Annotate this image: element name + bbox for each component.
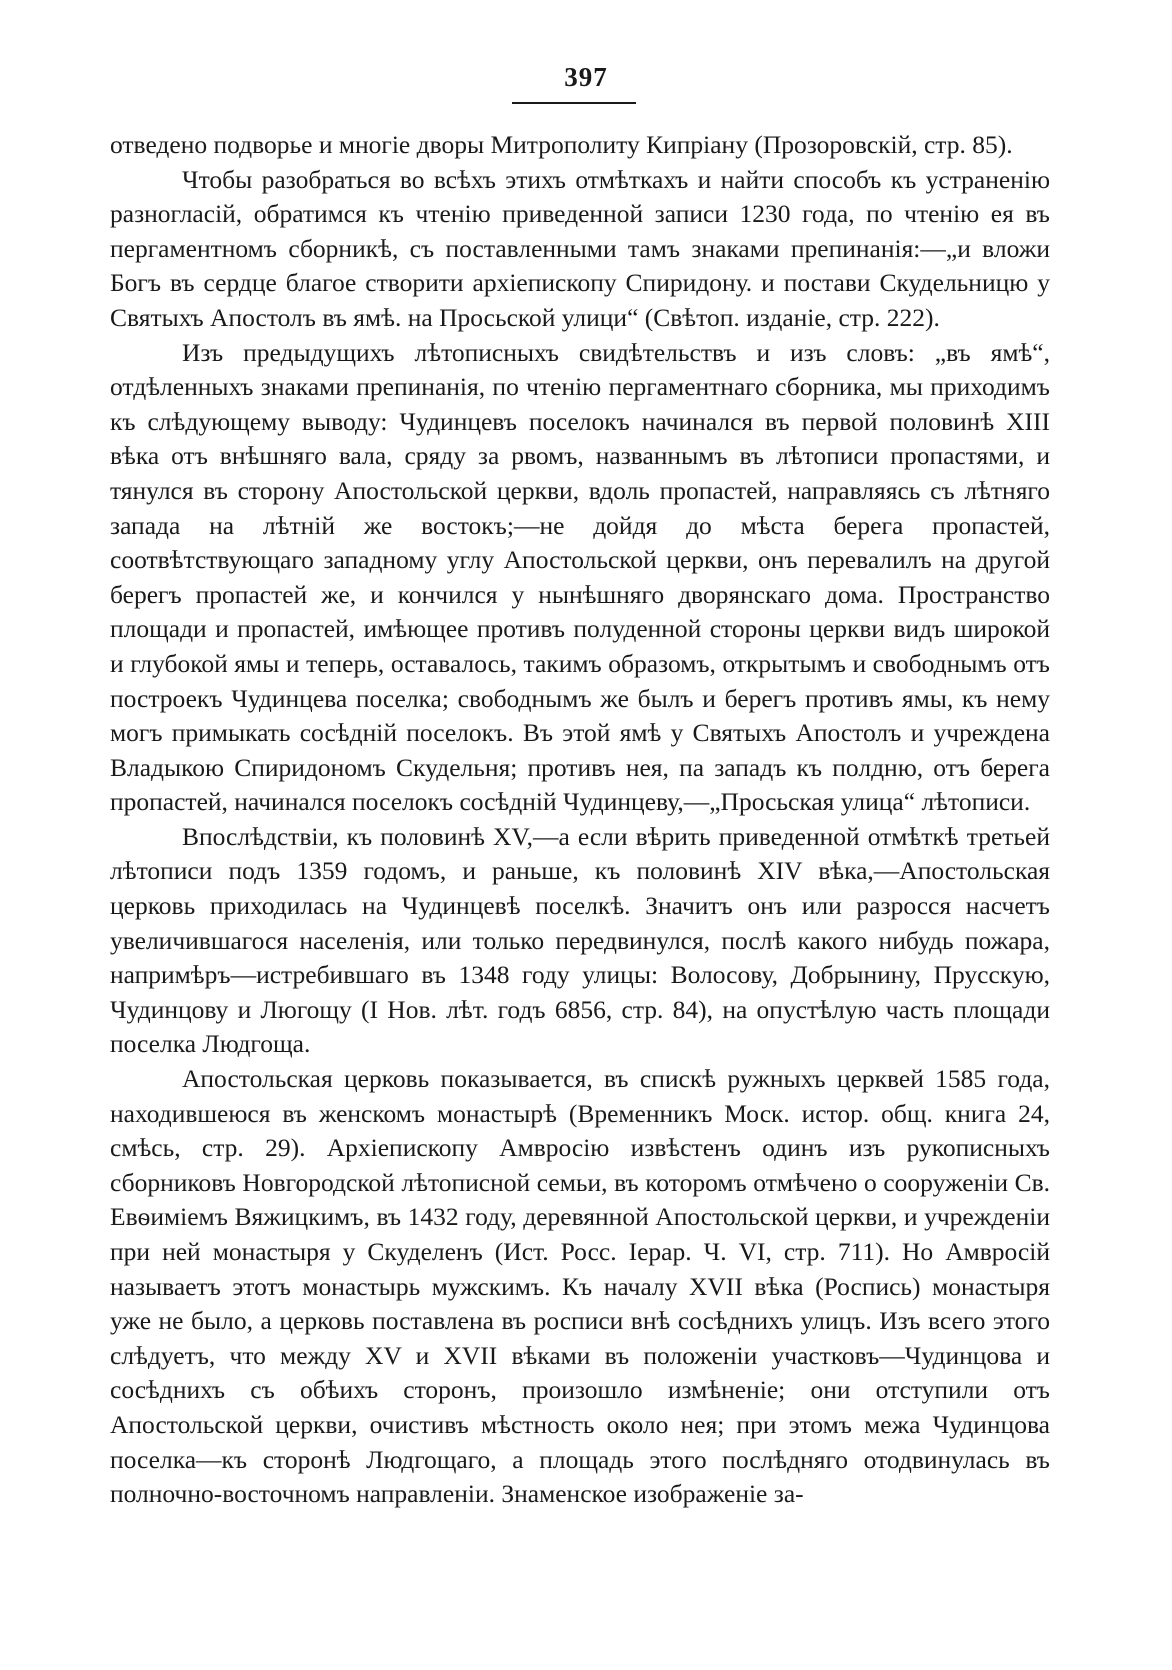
paragraph-continuation: отведено подворье и многіе дворы Митрополиту Кипріану (Прозоровскій, стр. 85). bbox=[110, 130, 1013, 159]
page-number-rule bbox=[512, 102, 636, 104]
text-body bbox=[110, 128, 1050, 1512]
page-number: 397 bbox=[564, 62, 608, 92]
paragraph: Изъ предыдущихъ лѣтописныхъ свидѣтельствъ и изъ словъ: „въ ямѣ“, отдѣленныхъ знаками препинанія, по чтенію пергаментнаго сборника, мы приходимъ къ слѣдующему выводу: Чудинцевъ поселокъ начинался въ первой половинѣ XIII вѣка отъ внѣшняго вала, сряду за рвомъ, названнымъ въ лѣтописи пропастями, и тянулся въ сторону Апостольской церкви, вдоль пропастей, направляясь съ лѣтняго запада на лѣтній же востокъ;—не дойдя до мѣста берега пропастей, соотвѣтствующаго западному углу Апостольской церкви, онъ перевалилъ на другой берегъ пропастей же, и кончился у нынѣшняго дворянскаго дома. Пространство площади и пропастей, имѣющее противъ полуденной стороны церкви видъ широкой и глубокой ямы и теперь, оставалось, такимъ образомъ, открытымъ и свободнымъ отъ построекъ Чудинцева поселка; свободнымъ же былъ и берегъ противъ ямы, къ нему могъ примыкать сосѣдній поселокъ. Въ этой ямѣ у Святыхъ Апостолъ и учреждена Владыкою Спиридономъ Скудельня; противъ нея, па западъ къ полдню, отъ берега пропастей, начинался поселокъ сосѣдній Чудинцеву,—„Просьская улица“ лѣтописи. bbox=[110, 337, 1050, 817]
paragraph: Чтобы разобраться во всѣхъ этихъ отмѣткахъ и найти способъ къ устраненію разногласій, обратимся къ чтенію приведенной записи 1230 года, по чтенію ея въ пергаментномъ сборникѣ, съ поставленными тамъ знаками препинанія:—„и вложи Богъ въ сердце благое створити архіепископу Спиридону. и постави Скудельницю у Святыхъ Апостолъ въ ямѣ. на Просьской улици“ (Свѣтоп. изданіе, стр. 222). bbox=[110, 164, 1050, 332]
paragraph: Впослѣдствіи, къ половинѣ XV,—а если вѣрить приведенной отмѣткѣ третьей лѣтописи подъ 1359 годомъ, и раньше, къ половинѣ XIV вѣка,—Апостольская церковь приходилась на Чудинцевѣ поселкѣ. Значитъ онъ или разросся насчетъ увеличившагося населенія, или только передвинулся, послѣ какого нибудь пожара, напримѣръ—истребившаго въ 1348 году улицы: Волосову, Добрынину, Прусскую, Чудинцову и Люгощу (I Нов. лѣт. годъ 6856, стр. 84), на опустѣлую часть площади поселка Людгоща. bbox=[110, 821, 1050, 1059]
paragraph: Апостольская церковь показывается, въ спискѣ ружныхъ церквей 1585 года, находившеюся въ женскомъ монастырѣ (Временникъ Моск. истор. общ. книга 24, смѣсь, стр. 29). Архіепископу Амвросію извѣстенъ одинъ изъ рукописныхъ сборниковъ Новгородской лѣтописной семьи, въ которомъ отмѣчено о сооруженіи Св. Евѳиміемъ Вяжицкимъ, въ 1432 году, деревянной Апостольской церкви, и учрежденіи при ней монастыря у Скуделенъ (Ист. Росс. Іерар. Ч. VI, стр. 711). Но Амвросій называетъ этотъ монастырь мужскимъ. Къ началу XVII вѣка (Роспись) монастыря уже не было, а церковь поставлена въ росписи внѣ сосѣднихъ улицъ. Изъ всего этого слѣдуетъ, что между XV и XVII вѣками въ положеніи участковъ—Чудинцова и сосѣднихъ съ обѣихъ сторонъ, произошло измѣненіе; они отступили отъ Апостольской церкви, очистивъ мѣстность около нея; при этомъ межа Чудинцова поселка—къ сторонѣ Людгощаго, а площадь этого послѣдняго отодвинулась въ полночно-восточномъ направленіи. Знаменское изображеніе за- bbox=[110, 1064, 1050, 1509]
